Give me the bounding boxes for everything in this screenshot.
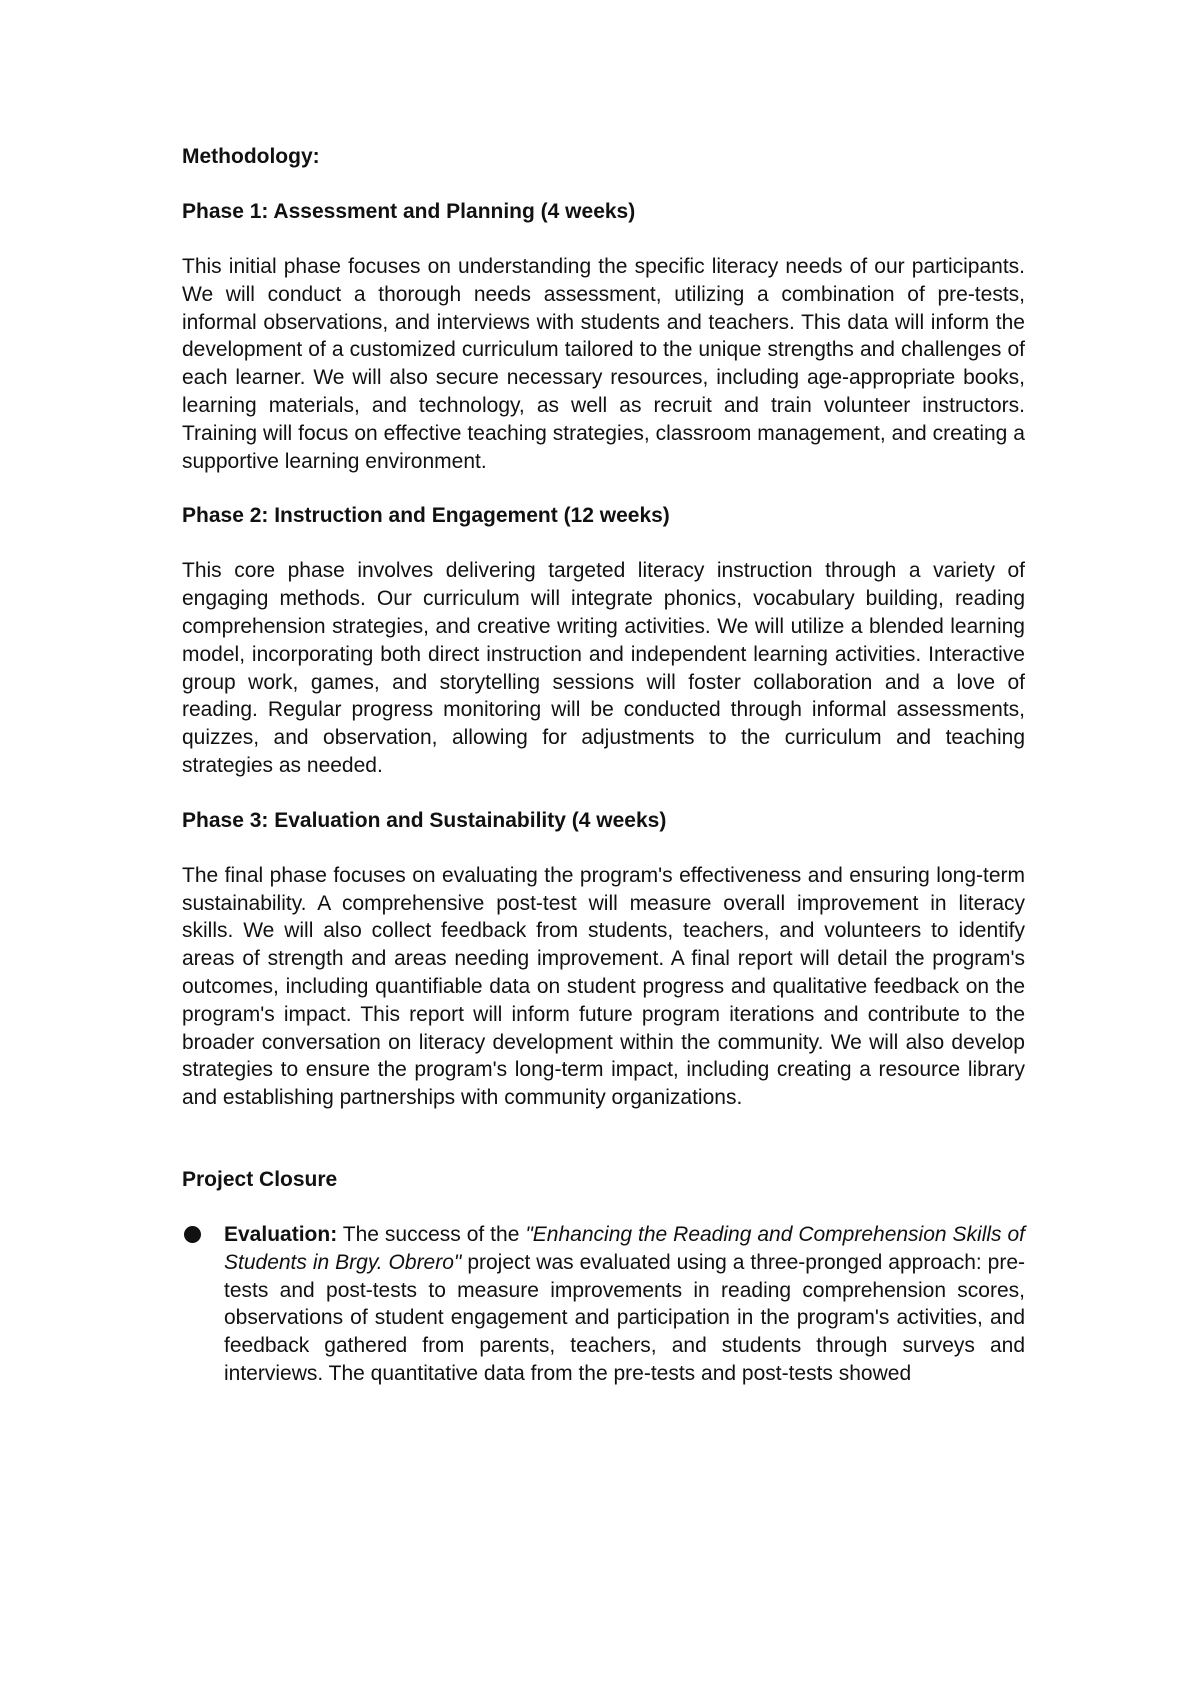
bullet-icon	[184, 1226, 201, 1243]
phase-2-body: This core phase involves delivering targeted literacy instruction through a variety of engaging methods. Our curriculum will integrate phonics, vocabulary building, reading comprehension strategies, and creative writing activities. We will utilize a blended learning model, incorporating both direct instruction and independent learning activities. Interactive group work, games, and storytelling sessions will foster collaboration and a love of reading. Regular progress monitoring will be conducted through informal assessments, quizzes, and observation, allowing for adjustments to the curriculum and teaching strategies as needed.	[182, 559, 1025, 777]
spacer	[182, 1112, 1025, 1166]
phase-3-heading: Phase 3: Evaluation and Sustainability (4 weeks)	[182, 808, 667, 832]
methodology-title: Methodology:	[182, 145, 320, 168]
spacer	[182, 1194, 1025, 1221]
spacer	[182, 171, 1025, 198]
document-page	[182, 143, 1025, 1388]
project-closure-heading: Project Closure	[182, 1167, 338, 1191]
phase-1-body: This initial phase focuses on understanding the specific literacy needs of our participants. We will conduct a thorough needs assessment, utilizing a combination of pre-tests, informal observations, and interviews with students and teachers. This data will inform the development of a customized curriculum tailored to the unique strengths and challenges of each learner. We will also secure necessary resources, including age-appropriate books, learning materials, and technology, as well as recruit and train volunteer instructors. Training will focus on effective teaching strategies, classroom management, and creating a supportive learning environment.	[182, 255, 1025, 473]
phase-2-heading: Phase 2: Instruction and Engagement (12 weeks)	[182, 504, 670, 528]
spacer	[182, 530, 1025, 557]
spacer	[182, 475, 1025, 502]
closure-list	[182, 1221, 1025, 1388]
phase-1-heading: Phase 1: Assessment and Planning (4 weeks)	[182, 200, 636, 223]
list-item	[182, 1221, 1025, 1388]
evaluation-label: Evaluation:	[224, 1222, 338, 1246]
spacer	[182, 780, 1025, 807]
evaluation-text	[224, 1221, 1025, 1388]
spacer	[182, 835, 1025, 862]
project-title: "Enhancing the Reading and Comprehension Skills of Students in Brgy. Obrero"	[224, 1222, 1026, 1274]
evaluation-text-before: The success of the	[337, 1222, 526, 1246]
evaluation-text-after: project was evaluated using a three-pronged approach: pre-tests and post-tests to measure improvements in reading comprehension scores, observations of student engagement and participation in the program's activities, and feedback gathered from parents, teachers, and students through surveys and interviews. The quantitative data from the pre-tests and post-tests showed	[224, 1250, 1026, 1385]
spacer	[182, 226, 1025, 253]
phase-3-body: The final phase focuses on evaluating the program's effectiveness and ensuring long-term sustainability. A comprehensive post-test will measure overall improvement in literacy skills. We will also collect feedback from students, teachers, and volunteers to identify areas of strength and areas needing improvement. A final report will detail the program's outcomes, including quantifiable data on student progress and qualitative feedback on the program's impact. This report will inform future program iterations and contribute to the broader conversation on literacy development within the community. We will also develop strategies to ensure the program's long-term impact, including creating a resource library and establishing partnerships with community organizations.	[182, 863, 1025, 1110]
